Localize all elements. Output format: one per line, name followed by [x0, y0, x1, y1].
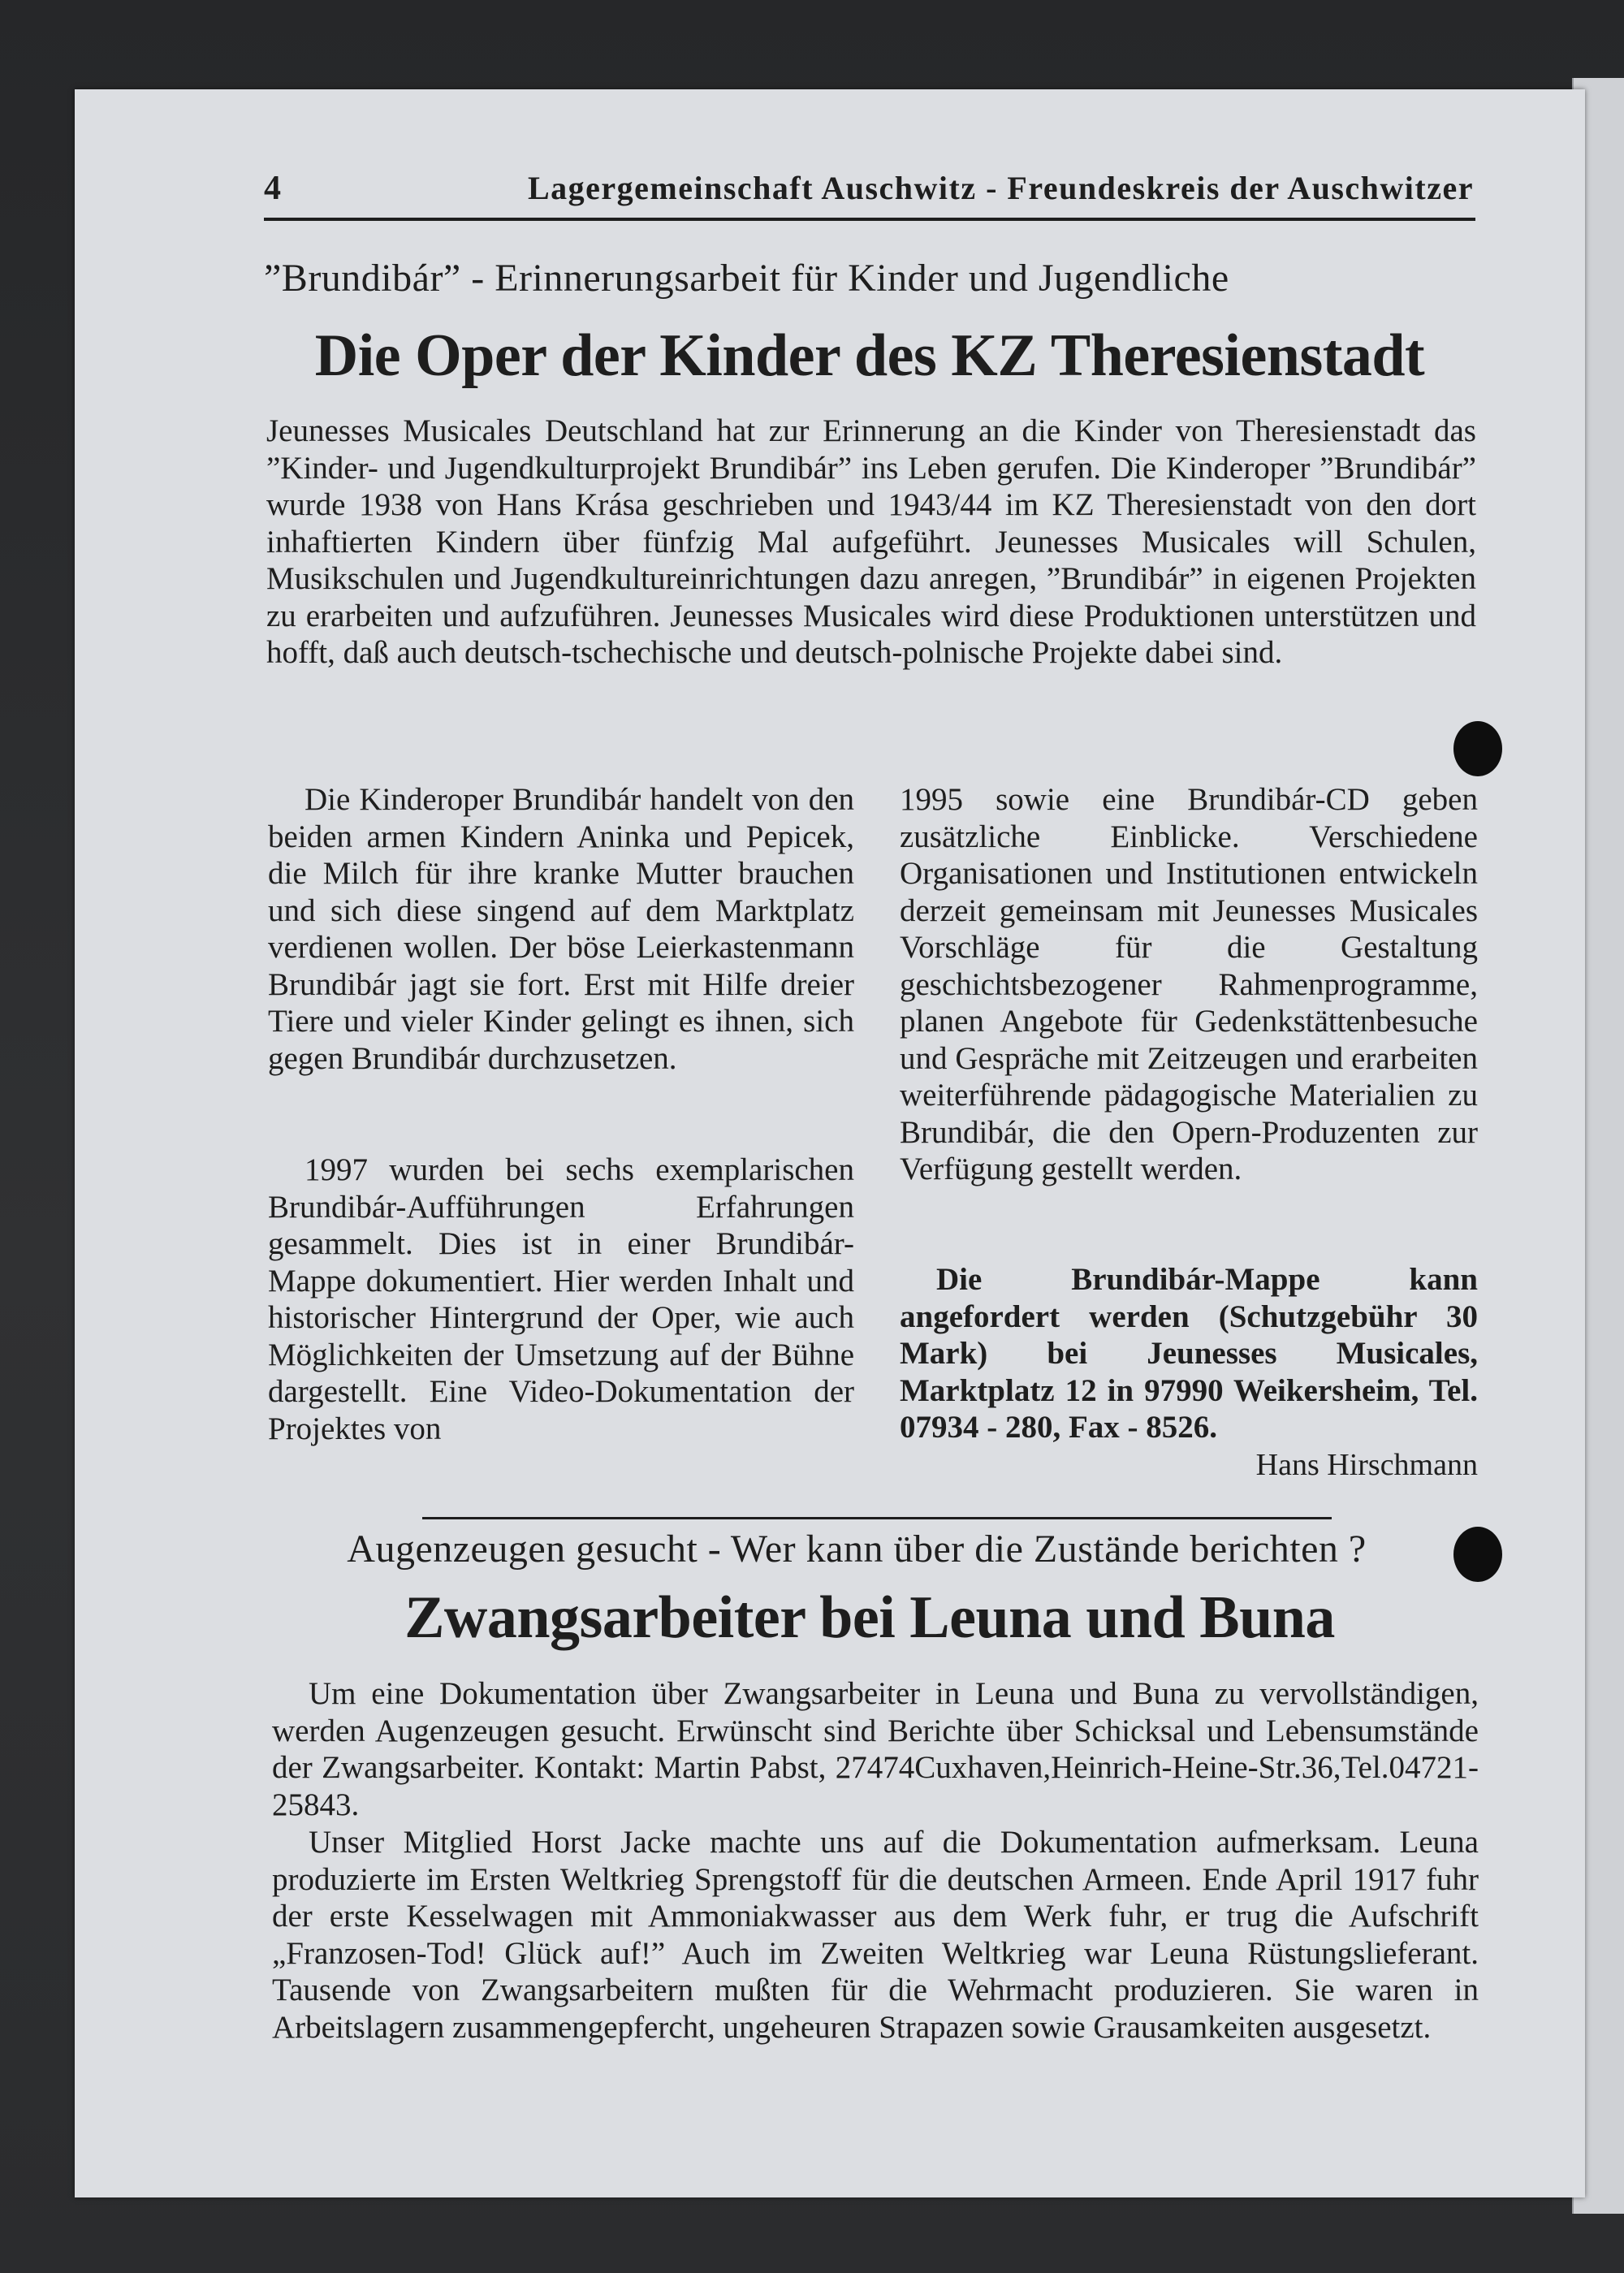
running-header-title: Lagergemeinschaft Auschwitz - Freundeskreis der Auschwitzer [527, 170, 1474, 206]
article1-left-column-paragraph-2: 1997 wurden bei sechs exemplarischen Brundibár-Aufführungen Erfahrungen gesammelt. Dies ist in einer Brundibár-Mappe dokumentiert. Hier werden Inhalt und historischer Hintergrund der Oper, wie auch Möglichkeiten der Umsetzung auf der Bühne dargestellt. Eine Video-Dokumentation der Projektes von [268, 1152, 854, 1446]
article1-intro: Jeunesses Musicales Deutschland hat zur Erinnerung an die Kinder von Theresienstadt das ”Kinder- und Jugendkulturprojekt Brundibár” ins Leben gerufen. Die Kinderoper ”Brundibár” wurde 1938 von Hans Krása geschrieben und 1943/44 im KZ Theresienstadt von den dort inhaftierten Kindern über fünfzig Mal aufgeführt. Jeunesses Musicales will Schulen, Musikschulen und Jugendkultureinrichtungen dazu anregen, ”Brundibár” in eigenen Projekten zu erarbeiten und aufzuführen. Jeunesses Musicales wird diese Produktionen unterstützen und hofft, daß auch deutsch-tschechische und deutsch-polnische Projekte dabei sind. [266, 413, 1476, 670]
page-number: 4 [264, 170, 282, 207]
punch-hole-upper [1453, 721, 1502, 776]
article1-contact-info: Die Brundibár-Mappe kann angefordert werden (Schutzgebühr 30 Mark) bei Jeunesses Musicales, Marktplatz 12 in 97990 Weikersheim, Tel. 07934 - 280, Fax - 8526. [900, 1262, 1478, 1445]
article2-paragraph-2: Unser Mitglied Horst Jacke machte uns auf die Dokumentation aufmerksam. Leuna produzierte im Ersten Weltkrieg Sprengstoff für die deutschen Armeen. Ende April 1917 fuhr der erste Kesselwagen mit Ammoniakwasser aus dem Werk fuhr, er trug die Aufschrift „Franzosen-Tod! Glück auf!” Auch im Zweiten Weltkrieg war Leuna Rüstungslieferant. Tausende von Zwangsarbeitern mußten für die Wehrmacht produzieren. Sie waren in Arbeitslagern zusammengepfercht, ungeheuren Strapazen sowie Grausamkeiten ausgesetzt. [272, 1825, 1479, 2045]
punch-hole-lower [1453, 1527, 1502, 1582]
article1-kicker: ”Brundibár” - Erinnerungsarbeit für Kinder und Jugendliche [264, 257, 1229, 300]
article2-headline: Zwangsarbeiter bei Leuna und Buna [404, 1584, 1335, 1651]
header-rule [264, 218, 1475, 221]
article1-headline: Die Oper der Kinder des KZ Theresienstadt [314, 322, 1425, 389]
article1-right-column-paragraph-1: 1995 sowie eine Brundibár-CD geben zusätzliche Einblicke. Verschiedene Organisationen und Institutionen entwickeln derzeit gemeinsam mit Jeunesses Musicales Vorschläge für die Gestaltung geschichtsbezogener Rahmenprogramme, planen Angebote für Gedenkstättenbesuche und Gespräche mit Zeitzeugen und erarbeiten weiterführende pädagogische Materialien zu Brundibár, die den Opern-Produzenten zur Verfügung gestellt werden. [900, 782, 1478, 1186]
article1-left-column-paragraph-1: Die Kinderoper Brundibár handelt von den beiden armen Kindern Aninka und Pepicek, die Milch für ihre kranke Mutter brauchen und sich diese singend auf dem Marktplatz verdienen wollen. Der böse Leierkastenmann Brundibár jagt sie fort. Erst mit Hilfe dreier Tiere und vieler Kinder gelingt es ihnen, sich gegen Brundibár durchzusetzen. [268, 782, 854, 1076]
article2-paragraph-1: Um eine Dokumentation über Zwangsarbeiter in Leuna und Buna zu vervollständigen, werden Augenzeugen gesucht. Erwünscht sind Berichte über Schicksal und Lebensumstände der Zwangsarbeiter. Kontakt: Martin Pabst, 27474Cuxhaven,Heinrich-Heine-Str.36,Tel.04721-25843. [272, 1676, 1479, 1822]
article1-byline: Hans Hirschmann [1255, 1448, 1478, 1482]
article2-kicker: Augenzeugen gesucht - Wer kann über die Zustände berichten ? [347, 1528, 1367, 1571]
article-separator-rule [422, 1517, 1332, 1519]
